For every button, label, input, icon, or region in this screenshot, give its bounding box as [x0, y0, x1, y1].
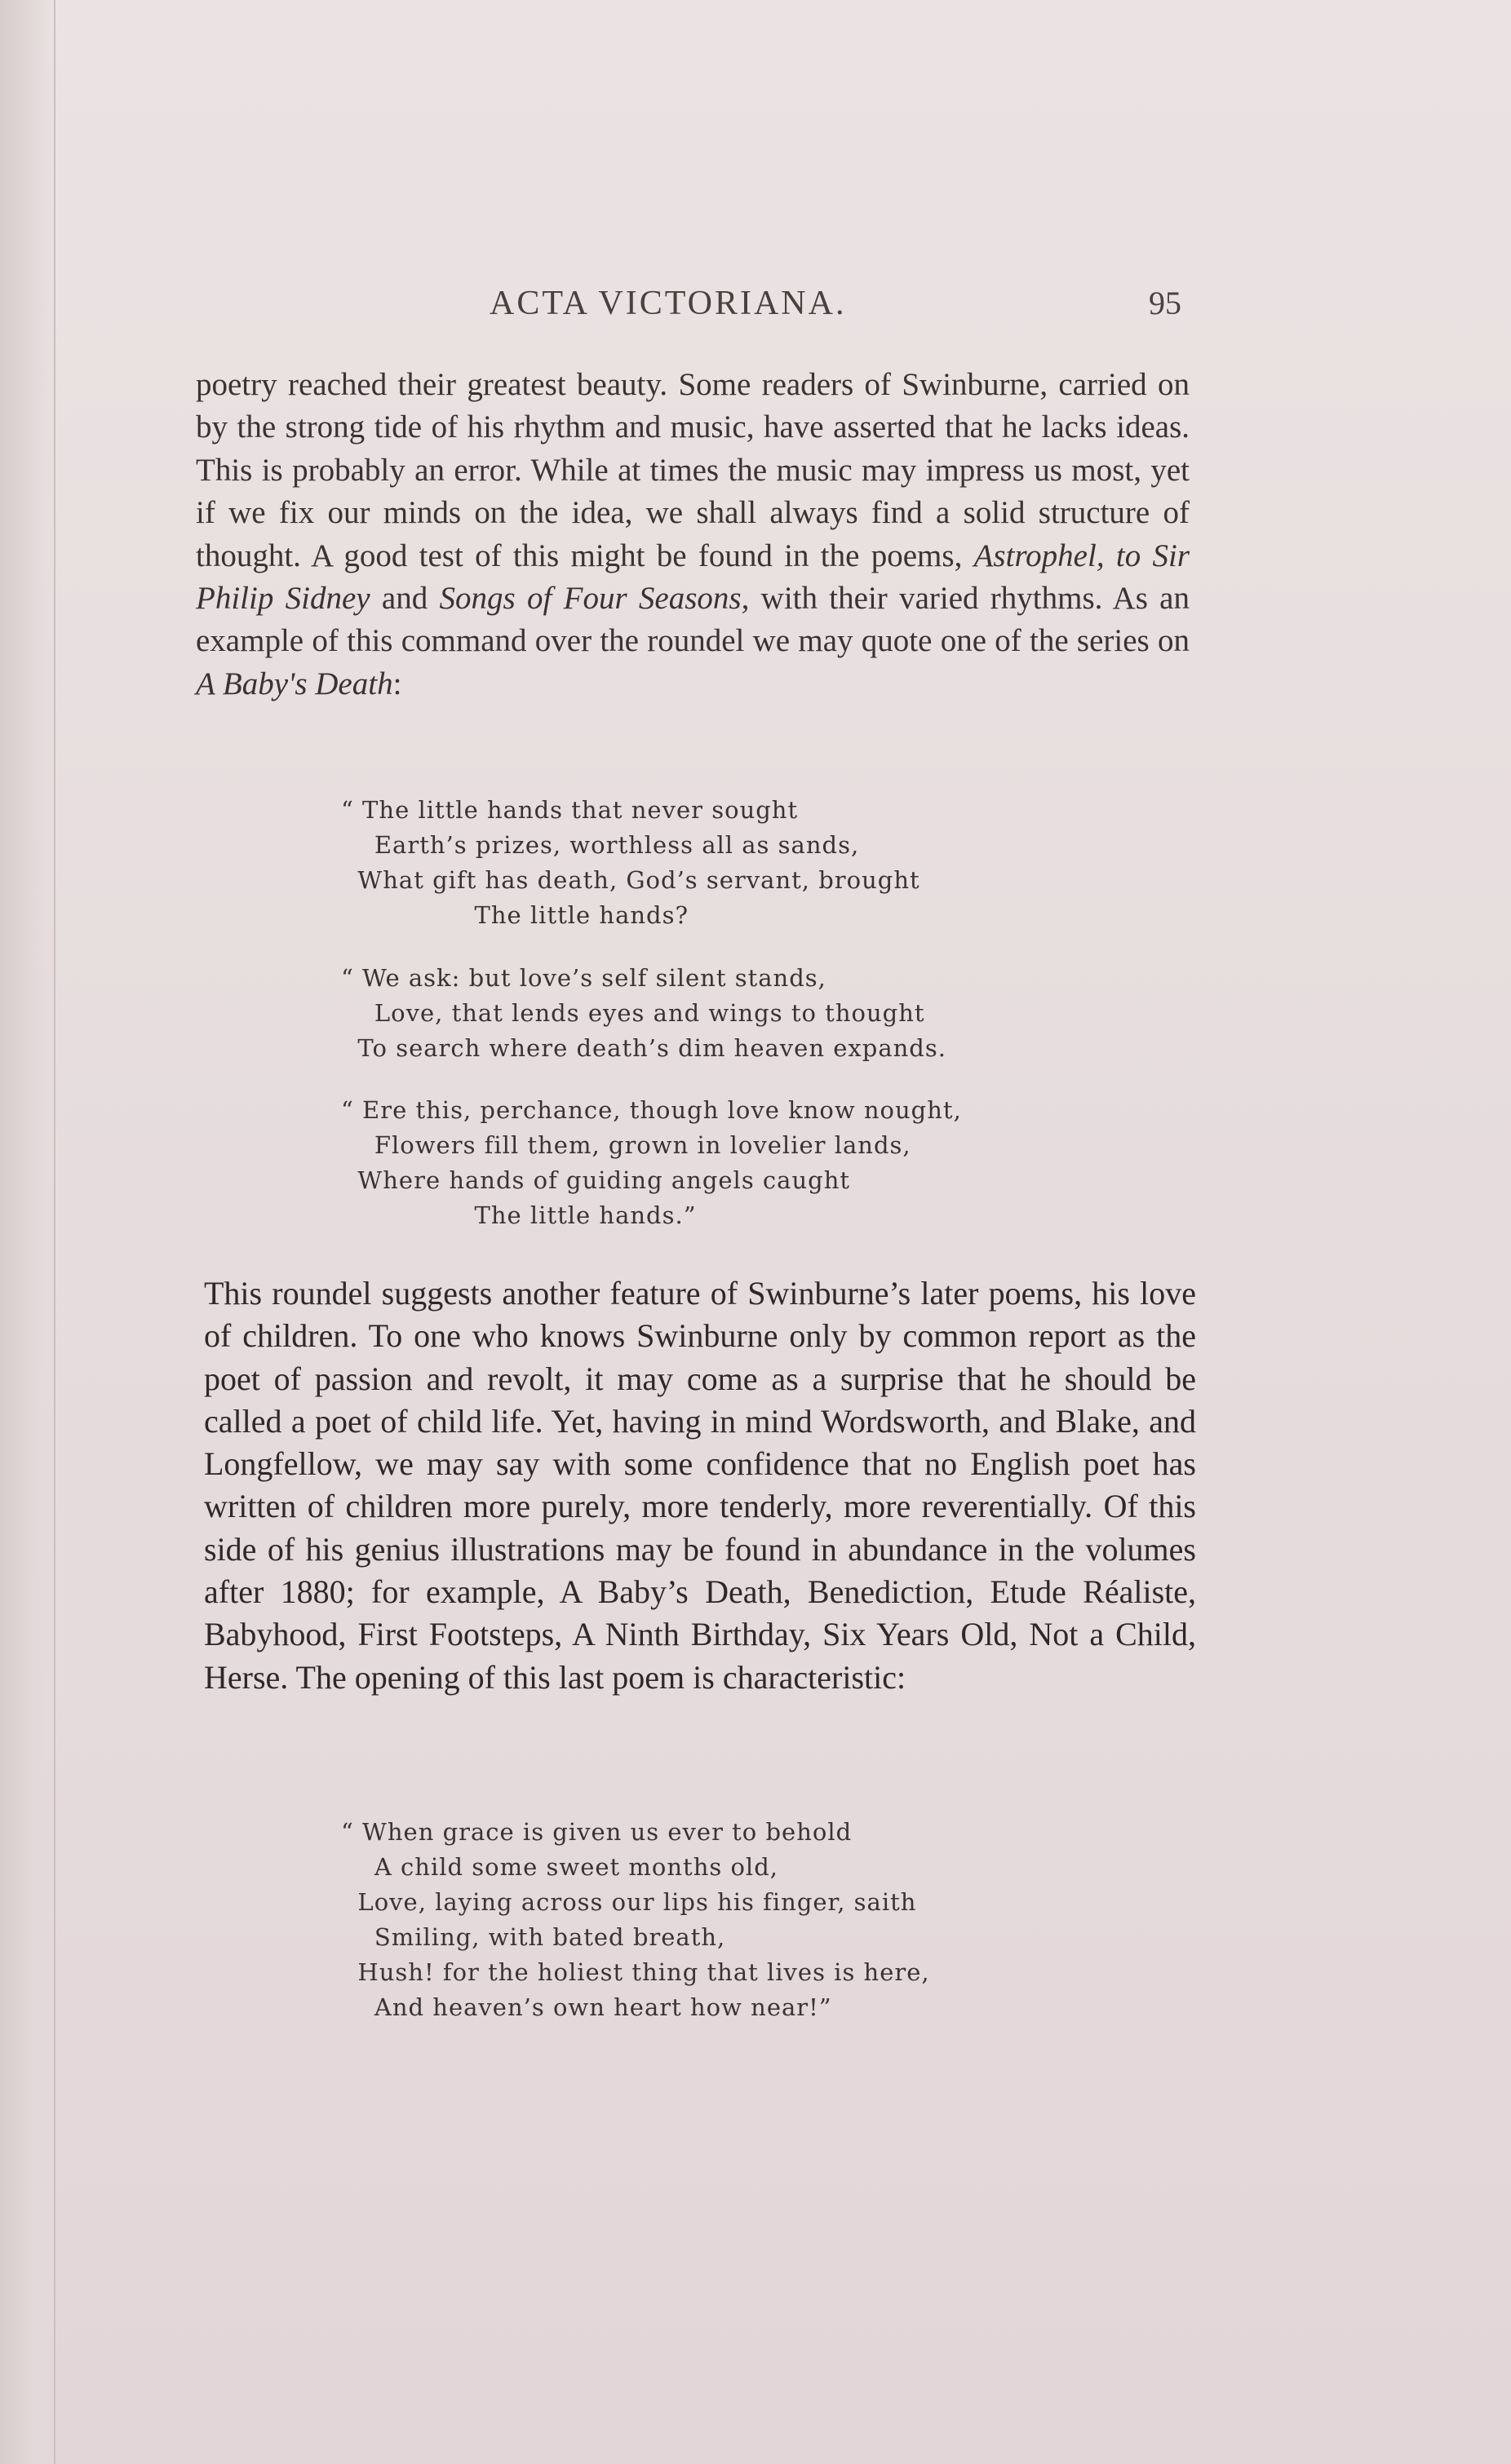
poem-line: A child some sweet months old, [341, 1853, 778, 1881]
poem-line: Earth’s prizes, worthless all as sands, [341, 831, 860, 859]
paragraph-1-text-d: : [392, 666, 402, 701]
poem-line: Love, laying across our lips his finger, saith [341, 1888, 917, 1916]
poem-line: “ When grace is given us ever to behold [341, 1818, 853, 1846]
binding-edge [54, 0, 55, 2464]
poem-line: “ Ere this, perchance, though love know nought, [341, 1096, 962, 1124]
poem-line: “ We ask: but love’s self silent stands, [341, 964, 826, 992]
poem-title-a-babys-death: A Baby's Death [196, 666, 393, 701]
poem-line: The little hands.” [341, 1201, 697, 1229]
paragraph-1-text-b: and [370, 581, 440, 617]
poem-line: What gift has death, God’s servant, brought [341, 866, 920, 894]
roundel-stanza-2 [341, 961, 946, 1066]
roundel-stanza-1 [341, 793, 920, 933]
poem-line: Where hands of guiding angels caught [341, 1166, 851, 1194]
paragraph-2: This roundel suggests another feature of Swinburne’s later poems, his love of children. To one who knows Swinburne only by common report as the poet of passion and revolt, it may come as a surprise that he should be called a poet of child life. Yet, having in mind Wordsworth, and Blake, and Longfellow, we may say with some confidence that no English poet has written of children more purely, more tenderly, more reverentially. Of this side of his genius illustrations may be found in abundance in the volumes after 1880; for example, A Baby’s Death, Benediction, Etude Réaliste, Babyhood, First Footsteps, A Ninth Birthday, Six Years Old, Not a Child, Herse. The opening of this last poem is characteristic: [204, 1275, 1196, 1696]
paragraph-1-text-c: with their varied rhythms. As an example of this command over the roundel we may quote one of the series on [196, 581, 1190, 659]
poem-line: “ The little hands that never sought [341, 796, 799, 824]
poem-title-songs-of-four-seasons: Songs of Four Seasons, [439, 581, 750, 617]
roundel-stanza-3 [341, 1093, 962, 1233]
poem-line: The little hands? [341, 901, 689, 929]
poem-line: Flowers fill them, grown in lovelier lands, [341, 1131, 911, 1159]
poem-line: Smiling, with bated breath, [341, 1923, 726, 1951]
page-gutter-shadow [0, 0, 57, 2464]
page-number: 95 [1149, 285, 1181, 321]
paragraph-1 [196, 364, 1190, 706]
poem-title-astrophel: Astrophel, to Sir Philip Sidney [196, 537, 1190, 617]
paragraph-1-text-a: poetry reached their greatest beauty. Some readers of Swinburne, carried on by the strong tide of his rhythm and music, have asserted that he lacks ideas. This is probably an error. While at times the music may impress us most, yet if we fix our minds on the idea, we shall always find a solid structure of thought. A good test of this might be found in the poems, [196, 367, 1190, 573]
poem-line: Hush! for the holiest thing that lives is here, [341, 1958, 930, 1986]
running-head: ACTA VICTORIANA. [490, 285, 847, 322]
herse-quote [341, 1815, 930, 2025]
poem-line: And heaven’s own heart how near!” [341, 1993, 832, 2021]
poem-line: To search where death’s dim heaven expands. [341, 1034, 946, 1062]
poem-line: Love, that lends eyes and wings to thought [341, 999, 925, 1027]
